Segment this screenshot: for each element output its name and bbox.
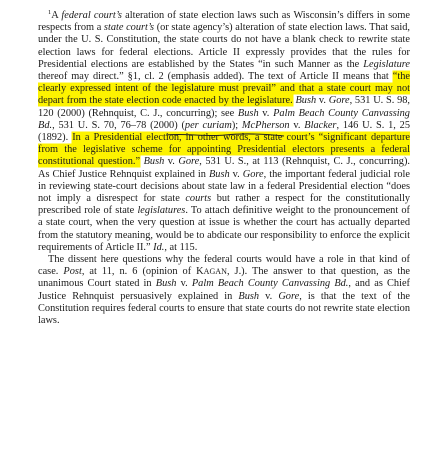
text-run: v. <box>259 290 279 302</box>
italic-text: Gore <box>328 95 350 107</box>
italic-text: Blacker <box>304 119 337 131</box>
italic-text: Gore <box>242 168 264 180</box>
highlighted-passage: In a Presidential election, in other words, a state court’s “significant departure from the legislative scheme for appointing Presidential electors presents a federal constitutional question.” <box>38 132 410 168</box>
footnote-1-continuation <box>38 254 410 327</box>
italic-text: legislatures <box>137 205 186 217</box>
italic-text: Bush <box>237 107 259 119</box>
italic-text: Bush <box>155 278 177 290</box>
text-run: (or state agency’s) alteration of state election laws. That said, under the U. S. Constitution, the state courts do not have a blank check to rewrite state election laws for federal elections. Article II expressly provides that the rules for Presidential elections are established by the States “in such Manner as the <box>38 22 411 70</box>
italic-text: McPherson <box>241 119 290 131</box>
text-run: alteration of state election laws such as Wisconsin’s differs in some respects from a <box>38 10 410 34</box>
text-run: , J.). The answer to that question, as the unanimous Court stated in <box>38 266 410 290</box>
text-run: , 146 U. S. 1, 25 (1892). <box>38 119 410 144</box>
italic-text: Bush <box>143 156 165 168</box>
italic-text: Palm Beach County Canvassing Bd. <box>38 107 410 131</box>
italic-text: state court’s <box>103 22 155 34</box>
text-run: , 531 U. S. 70, 76–78 (2000) ( <box>52 119 185 131</box>
italic-text: Gore <box>278 290 300 302</box>
opinion-page <box>38 10 410 327</box>
text-run: , at 11, n. 6 (opinion of K <box>81 266 204 278</box>
italic-text: Id. <box>153 241 165 253</box>
text-run: , the important federal judicial role in reviewing state-court decisions about state law in a federal Presidential election “does not imply a disrespect for state <box>38 168 410 205</box>
italic-text: Legislature <box>363 58 410 70</box>
text-run: A <box>51 10 62 21</box>
text-run: v. <box>316 95 329 107</box>
text-run: , 531 U. S. 98, 120 (2000) (Rehnquist, C. J., concurring); see <box>38 95 410 119</box>
italic-text: Post <box>63 266 82 278</box>
text-run: The dissent here questions why the federal courts would have a role in that kind of case. <box>38 254 410 278</box>
footnote-marker: 1 <box>48 9 52 16</box>
text-run: ); <box>231 119 242 131</box>
footnote-1 <box>38 10 410 254</box>
text-run: v. <box>289 119 305 131</box>
text-run: , 531 U. S., at 113 (Rehnquist, C. J., concurring). As Chief Justice Rehnquist explained in <box>38 156 411 180</box>
footnote-1-body <box>38 10 410 253</box>
italic-text: Bush <box>295 95 317 107</box>
text-run: . To attach definitive weight to the pronouncement of a state court, when the very question at issue is whether the court has actually departed from the statutory meaning, would be to abdicate our responsibility to enforce the explicit requirements of Article II.” <box>38 205 411 253</box>
small-caps-text: AGAN <box>203 267 227 277</box>
text-run: but rather a respect for the constitutionally prescribed role of state <box>38 193 410 217</box>
italic-text: Gore <box>178 156 200 168</box>
italic-text: Bush <box>208 168 230 180</box>
text-run: v. <box>258 107 274 119</box>
italic-text: Palm Beach County Canvassing Bd. <box>191 278 349 290</box>
text-run: v. <box>176 278 192 290</box>
text-run: , at 115. <box>164 241 198 253</box>
text-run: v. <box>229 168 243 180</box>
italic-text: per curiam <box>184 119 232 131</box>
text-run: , and as Chief Justice Rehnquist persuasively explained in <box>38 278 410 302</box>
italic-text: federal court’s <box>61 10 122 21</box>
italic-text: Bush <box>238 290 260 302</box>
text-run: , is that the text of the Constitution requires federal courts to ensure that state courts do not rewrite state election laws. <box>38 290 410 327</box>
footnote-1-continuation-body <box>38 254 410 326</box>
highlighted-passage: “the clearly expressed intent of the legislature must prevail” and that a state court may not depart from the state election code enacted by the legislature. <box>38 71 410 107</box>
text-run: thereof may direct.” §1, cl. 2 (emphasis added). The text of Article II means that <box>38 71 393 83</box>
italic-text: courts <box>185 193 212 205</box>
text-run: v. <box>164 156 179 168</box>
